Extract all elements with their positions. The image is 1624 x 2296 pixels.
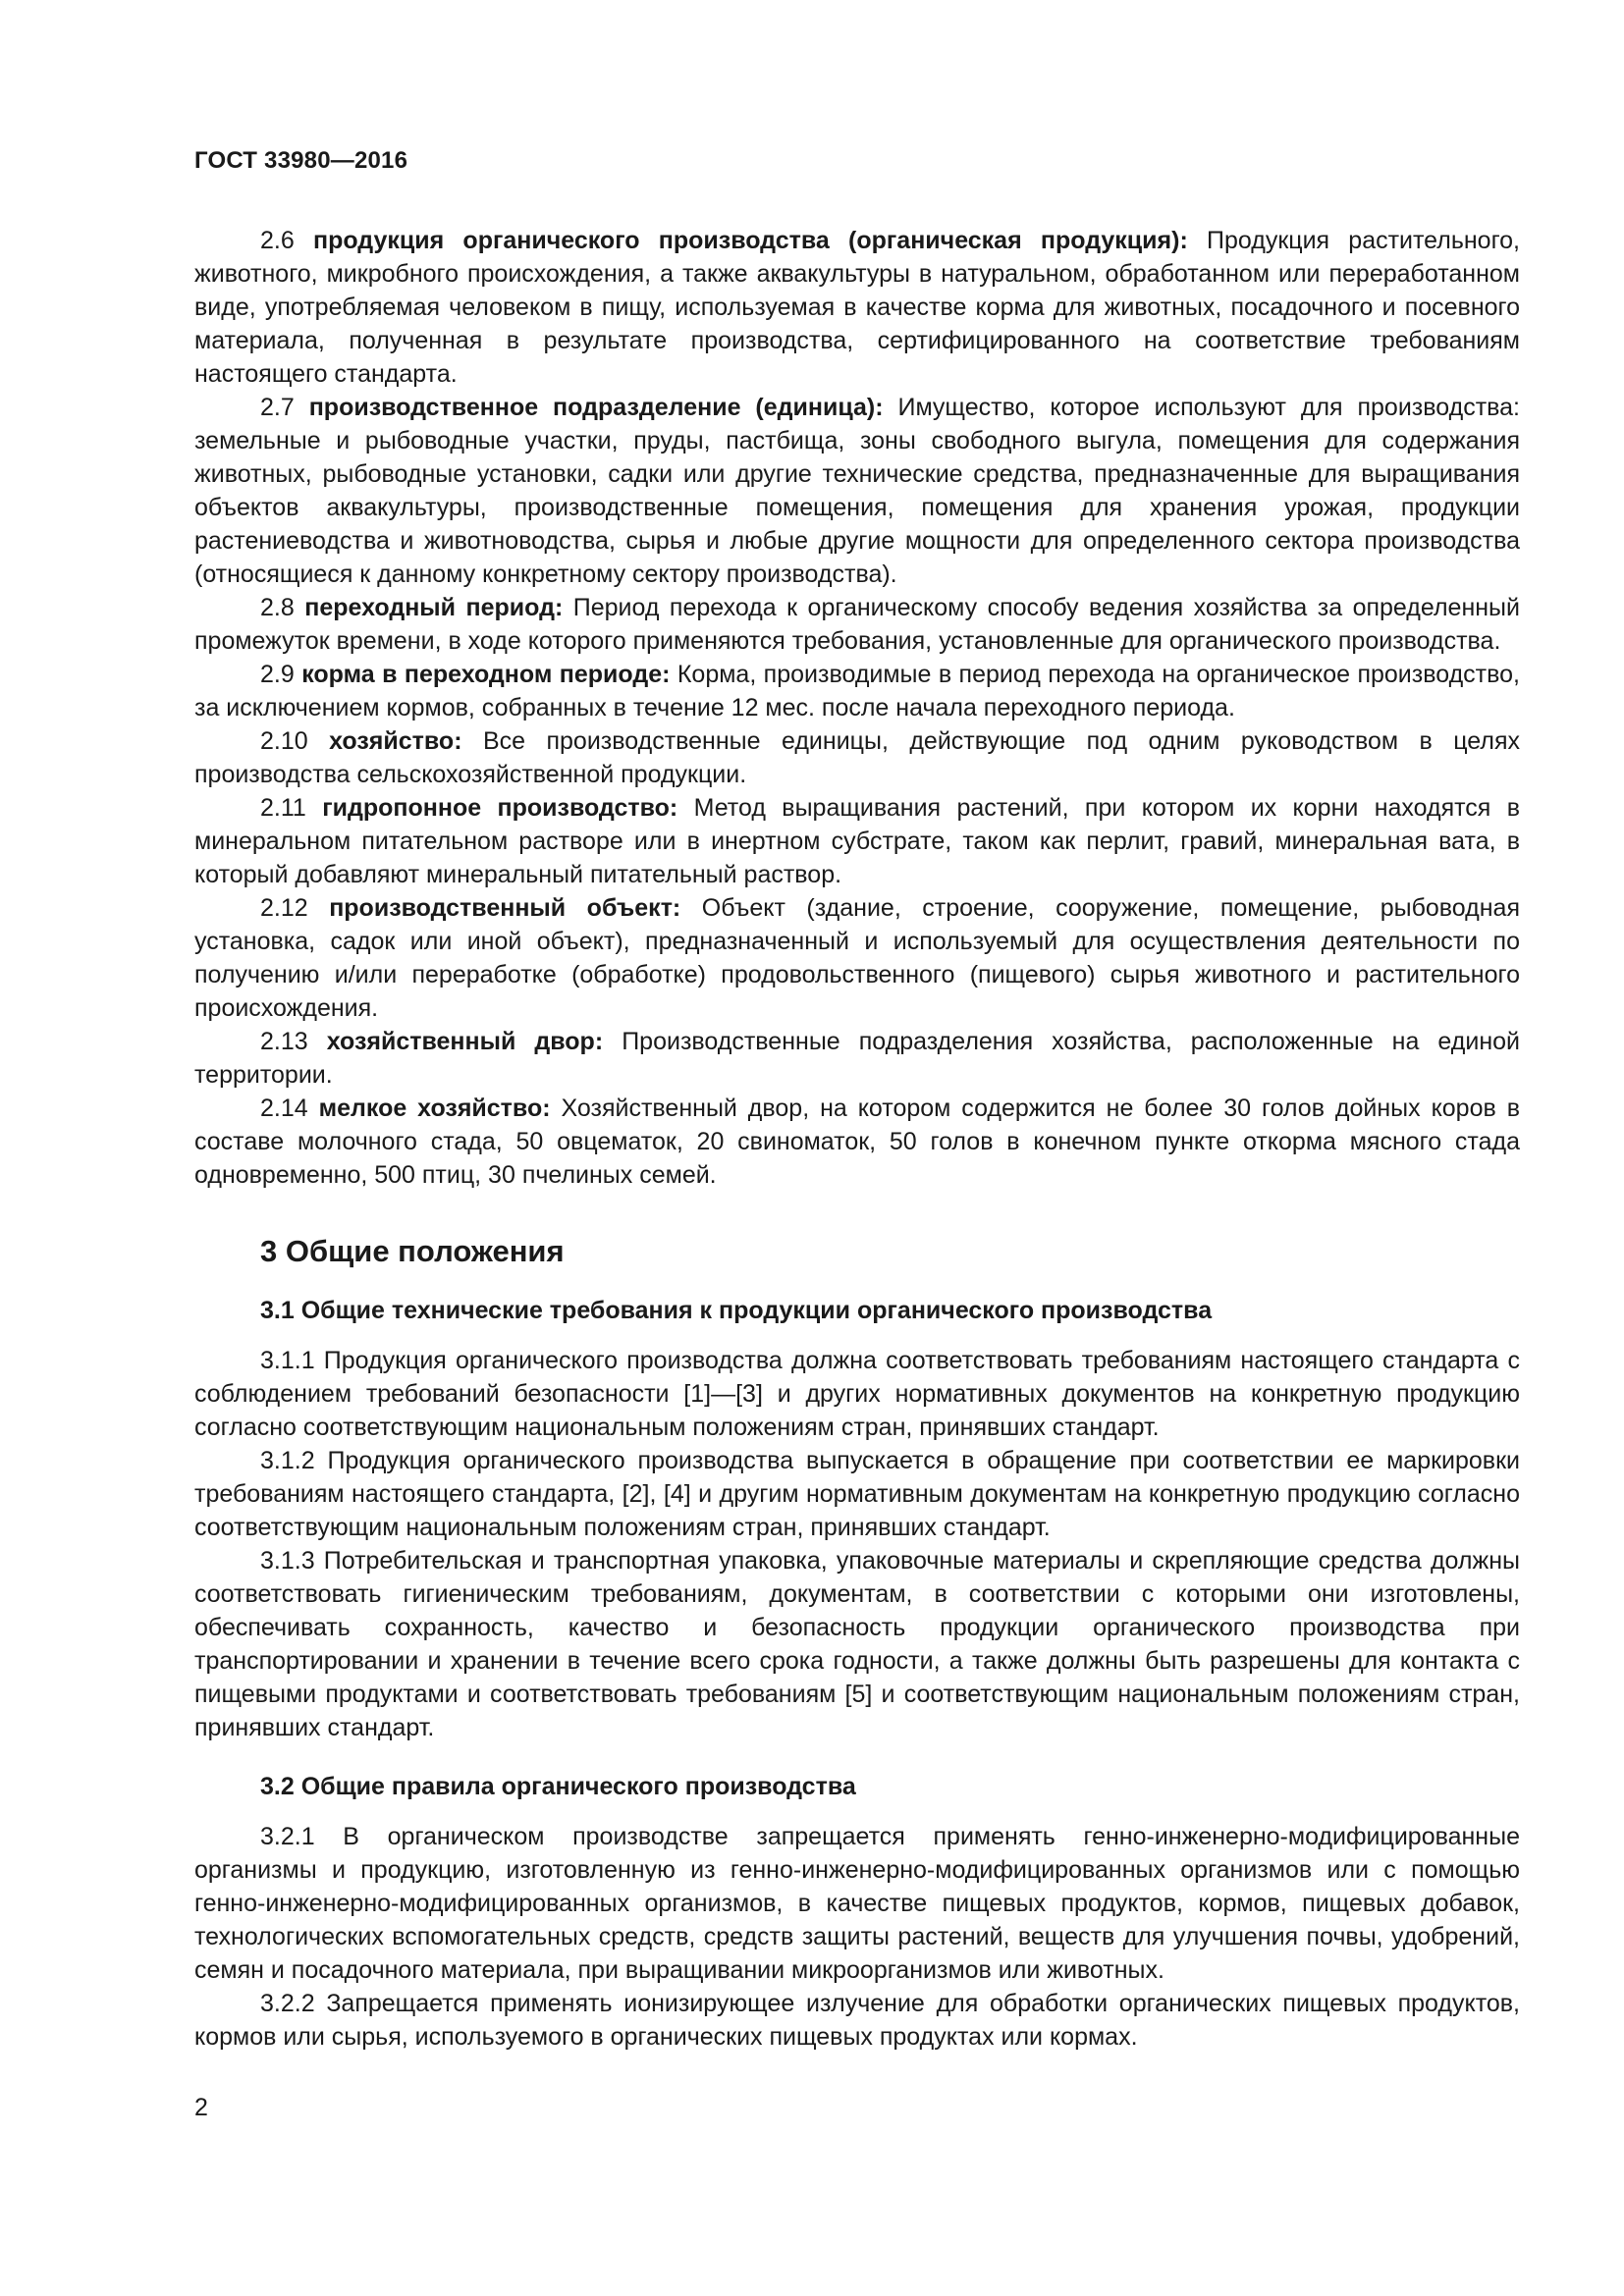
definition-2-6 — [194, 224, 1520, 391]
page-number: 2 — [194, 2094, 208, 2121]
definition-term: производственный объект: — [329, 894, 681, 922]
definition-term: переходный период: — [304, 594, 564, 621]
document-code: ГОСТ 33980—2016 — [194, 147, 408, 174]
definition-2-9 — [194, 658, 1520, 724]
definition-number: 2.7 — [260, 394, 295, 421]
definition-number: 2.11 — [260, 794, 306, 822]
definition-number: 2.8 — [260, 594, 295, 621]
definition-number: 2.10 — [260, 727, 308, 755]
definition-term: гидропонное производство: — [322, 794, 678, 822]
clause-3-1-3: 3.1.3 Потребительская и транспортная упаковка, упаковочные материалы и скрепляющие средства должны соответствовать гигиеническим требованиям, документам, в соответствии с которыми они изготовлены, обеспечивать сохранность, качество и безопасность продукции органического производства при транспортировании и хранении в течение всего срока годности, а также должны быть разрешены для контакта с пищевыми продуктами и соответствовать требованиям [5] и соответствующим национальным положениям стран, принявших стандарт. — [194, 1547, 1520, 1741]
section-3-title: 3 Общие положения — [260, 1234, 565, 1268]
definition-term: хозяйство: — [329, 727, 462, 755]
definition-number: 2.9 — [260, 661, 295, 688]
definition-text: Хозяйственный двор, на котором содержится не более 30 голов дойных коров в составе молочного стада, 50 овцематок, 20 свиноматок, 50 голов в конечном пункте откорма мясного стада одновременно, 500 птиц, 30 пчелиных семей. — [194, 1095, 1520, 1189]
subsection-3-1-title: 3.1 Общие технические требования к продукции органического производства — [260, 1297, 1213, 1324]
definition-text: Имущество, которое используют для производства: земельные и рыбоводные участки, пруды, пастбища, зоны свободного выгула, помещения для содержания животных, рыбоводные установки, садки или другие технические средства, предназначенные для выращивания объектов аквакультуры, производственные помещения, помещения для хранения урожая, продукции растениеводства и животноводства, сырья и любые другие мощности для определенного сектора производства (относящиеся к данному конкретному сектору производства). — [194, 394, 1521, 588]
definition-term: хозяйственный двор: — [326, 1028, 604, 1055]
definition-number: 2.6 — [260, 227, 295, 254]
definition-2-12 — [194, 891, 1520, 1025]
definition-text: Производственные подразделения хозяйства, расположенные на единой территории. — [194, 1028, 1520, 1089]
definition-2-13 — [194, 1025, 1520, 1092]
clause-3-2-1: 3.2.1 В органическом производстве запрещается применять генно-инженерно-модифицированные организмы и продукцию, изготовленную из генно-инженерно-модифицированных организмов или с помощью генно-инженерно-модифицированных организмов, в качестве пищевых продуктов, кормов, пищевых добавок, технологических вспомогательных средств, средств защиты растений, веществ для улучшения почвы, удобрений, семян и посадочного материала, при выращивании микроорганизмов или животных. — [194, 1823, 1520, 1984]
definition-term: продукция органического производства (органическая продукция): — [312, 227, 1188, 254]
definition-2-8 — [194, 591, 1520, 658]
definition-number: 2.13 — [260, 1028, 308, 1055]
clause-3-2-2: 3.2.2 Запрещается применять ионизирующее излучение для обработки органических пищевых продуктов, кормов или сырья, используемого в органических пищевых продуктах или кормах. — [194, 1990, 1520, 2051]
definition-2-14 — [194, 1092, 1520, 1192]
definition-2-10 — [194, 724, 1520, 791]
definition-term: мелкое хозяйство: — [318, 1095, 551, 1122]
clause-3-1-1: 3.1.1 Продукция органического производства должна соответствовать требованиям настоящего стандарта с соблюдением требований безопасности [1]—[3] и других нормативных документов на конкретную продукцию согласно соответствующим национальным положениям стран, принявших стандарт. — [194, 1347, 1520, 1441]
definition-term: производственное подразделение (единица): — [308, 394, 884, 421]
page-content — [194, 224, 1520, 2054]
clause-3-1-2: 3.1.2 Продукция органического производства выпускается в обращение при соответствии ее маркировки требованиям настоящего стандарта, [2], [4] и другим нормативным документам на конкретную продукцию согласно соответствующим национальным положениям стран, принявших стандарт. — [194, 1447, 1520, 1541]
definition-text: Период перехода к органическому способу ведения хозяйства за определенный промежуток времени, в ходе которого применяются требования, установленные для органического производства. — [194, 594, 1520, 655]
definition-text: Продукция растительного, животного, микробного происхождения, а также аквакультуры в натуральном, обработанном или переработанном виде, употребляемая человеком в пищу, используемая в качестве корма для животных, посадочного и посевного материала, полученная в результате производства, сертифицированного на соответствие требованиям настоящего стандарта. — [194, 227, 1520, 388]
definition-text: Корма, производимые в период перехода на органическое производство, за исключением кормов, собранных в течение 12 мес. после начала переходного периода. — [194, 661, 1520, 721]
definition-2-7 — [194, 391, 1520, 591]
definition-2-11 — [194, 791, 1520, 891]
definition-number: 2.12 — [260, 894, 308, 922]
subsection-3-2-title: 3.2 Общие правила органического производства — [260, 1773, 856, 1800]
definition-number: 2.14 — [260, 1095, 308, 1122]
definition-text: Объект (здание, строение, сооружение, помещение, рыбоводная установка, садок или иной объект), предназначенный и используемый для осуществления деятельности по получению и/или переработке (обработке) продовольственного (пищевого) сырья животного и растительного происхождения. — [194, 894, 1520, 1022]
definition-text: Все производственные единицы, действующие под одним руководством в целях производства сельскохозяйственной продукции. — [194, 727, 1520, 788]
definition-term: корма в переходном периоде: — [301, 661, 671, 688]
definition-text: Метод выращивания растений, при котором их корни находятся в минеральном питательном растворе или в инертном субстрате, таком как перлит, гравий, минеральная вата, в который добавляют минеральный питательный раствор. — [194, 794, 1520, 888]
